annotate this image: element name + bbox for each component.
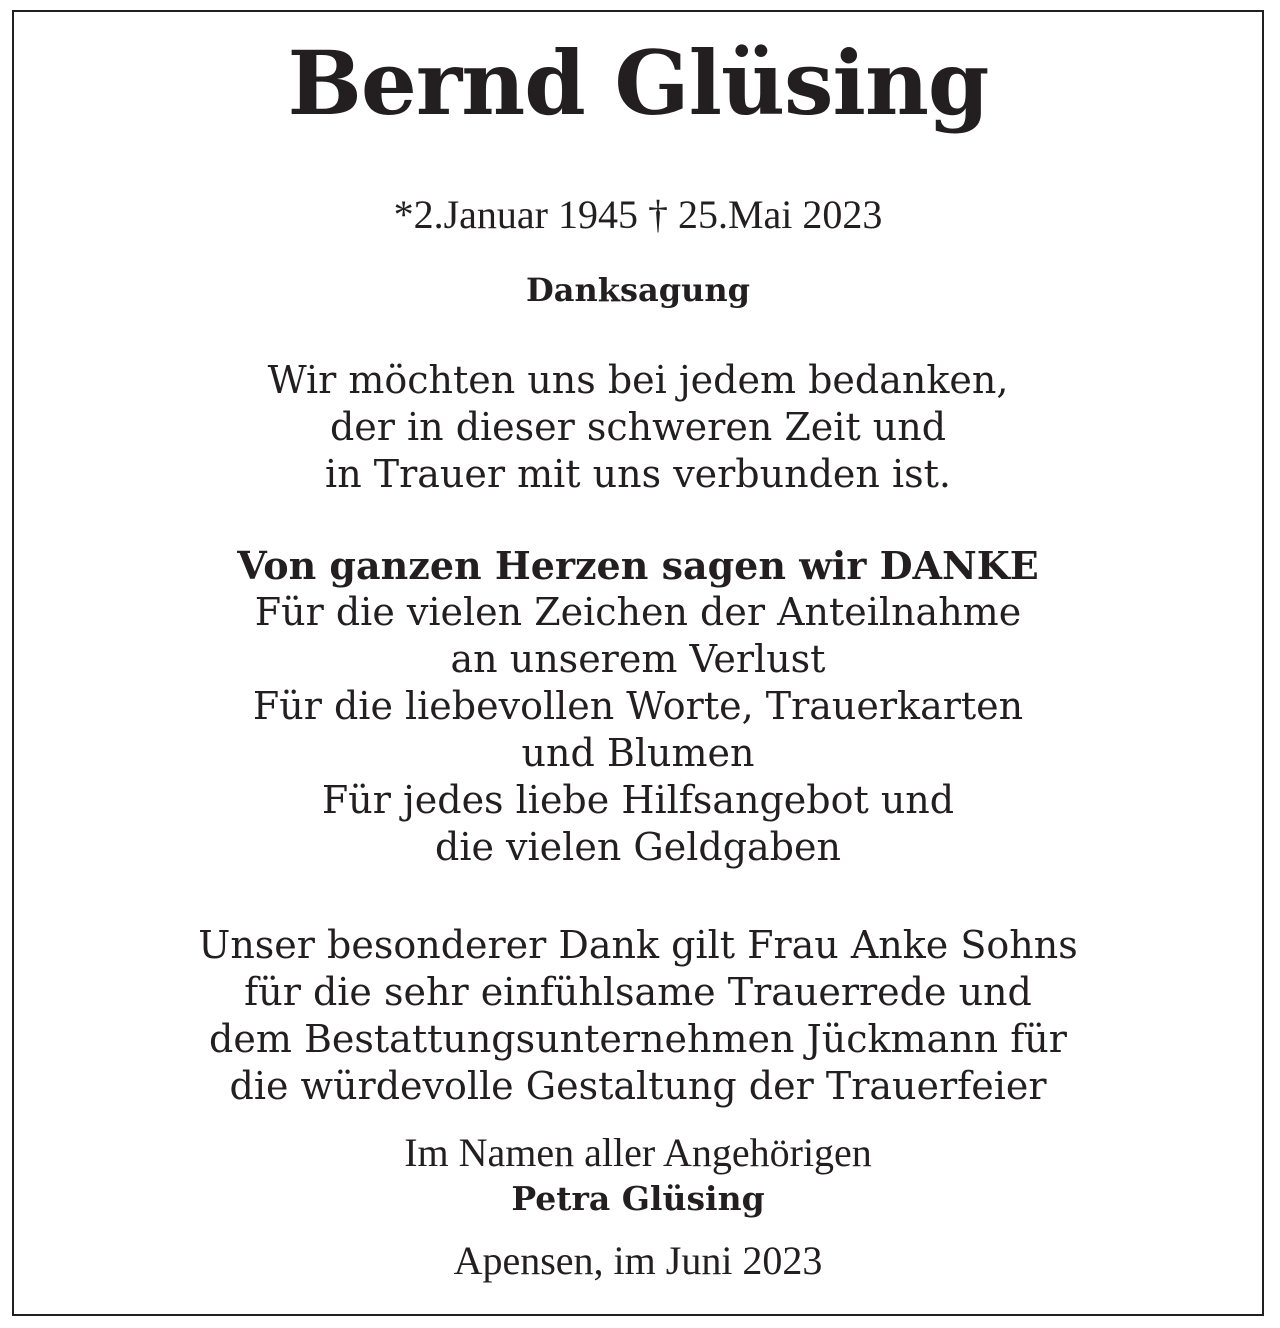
- place-date: Apensen, im Juni 2023: [453, 1238, 823, 1283]
- text-line: der in dieser schweren Zeit und: [329, 405, 947, 449]
- signer-name: Petra Glüsing: [511, 1179, 765, 1218]
- text-line: Wir möchten uns bei jedem bedanken,: [267, 358, 1009, 402]
- thanks-paragraph: [14, 357, 1262, 498]
- text-line: an unserem Verlust: [450, 637, 826, 681]
- deceased-name: Bernd Glüsing: [287, 31, 989, 135]
- life-dates: *2.Januar 1945 † 25.Mai 2023: [393, 192, 883, 237]
- text-line: dem Bestattungsunternehmen Jückmann für: [209, 1017, 1067, 1061]
- special-thanks-paragraph: [14, 922, 1262, 1110]
- text-line: Für jedes liebe Hilfsangebot und: [321, 778, 955, 822]
- danke-title: Von ganzen Herzen sagen wir DANKE: [237, 543, 1039, 588]
- text-line: für die sehr einfühlsame Trauerrede und: [244, 970, 1032, 1014]
- text-line: die würdevolle Gestaltung der Trauerfeier: [229, 1064, 1047, 1108]
- text-line: Unser besonderer Dank gilt Frau Anke Sohns: [198, 923, 1078, 967]
- signature-intro: Im Namen aller Angehörigen: [404, 1130, 872, 1175]
- text-line: Für die vielen Zeichen der Anteilnahme: [254, 590, 1022, 634]
- text-line: die vielen Geldgaben: [435, 825, 841, 869]
- text-line: und Blumen: [521, 731, 755, 775]
- danke-paragraph: [14, 542, 1262, 871]
- text-line: in Trauer mit uns verbunden ist.: [325, 452, 951, 496]
- notice-heading: Danksagung: [526, 271, 750, 309]
- notice-frame: [12, 10, 1264, 1316]
- text-line: Für die liebevollen Worte, Trauerkarten: [252, 684, 1024, 728]
